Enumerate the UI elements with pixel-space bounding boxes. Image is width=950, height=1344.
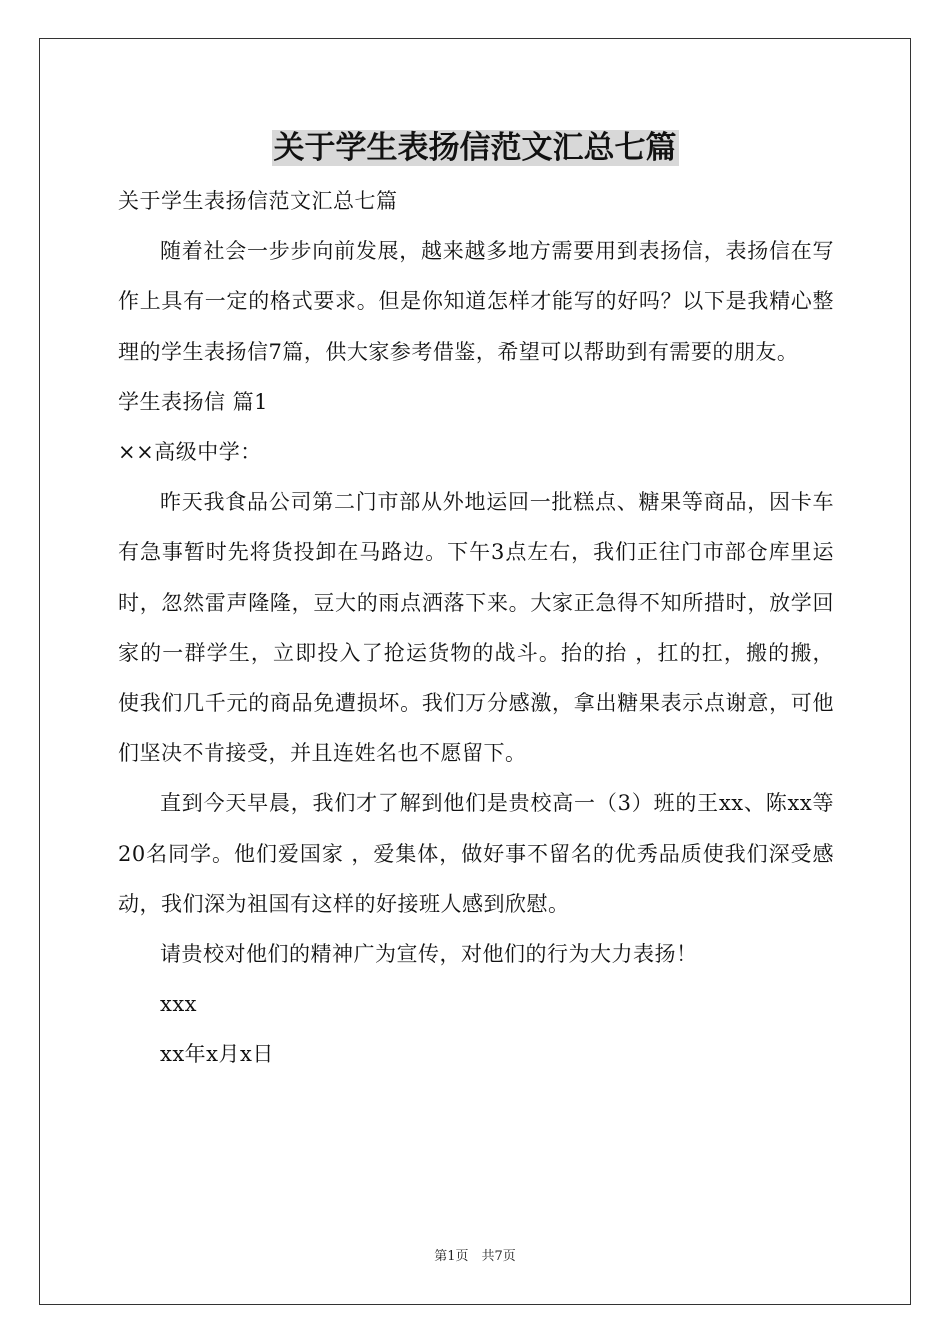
document-title (0, 126, 950, 170)
page-footer (0, 1248, 950, 1266)
document-subtitle: 关于学生表扬信范文汇总七篇 (118, 189, 398, 213)
document-title-text: 关于学生表扬信范文汇总七篇 (273, 130, 677, 166)
intro-paragraph: 随着社会一步步向前发展，越来越多地方需要用到表扬信，表扬信在写作上具有一定的格式要求。但是你知道怎样才能写的好吗？以下是我精心整理的学生表扬信7篇，供大家参考借鉴，希望可以帮助到有需要的朋友。 (118, 239, 834, 364)
letter-paragraph-3: 请贵校对他们的精神广为宣传，对他们的行为大力表扬！ (160, 942, 698, 967)
salutation: ××高级中学： (118, 440, 262, 465)
letter-paragraph-2: 直到今天早晨，我们才了解到他们是贵校高一（3）班的王xx、陈xx等20名同学。他们爱国家 ，爱集体，做好事不留名的优秀品质使我们深受感动，我们深为祖国有这样的好接班人感到欣慰。 (118, 791, 834, 916)
document-body (118, 176, 834, 1080)
letter-paragraph-1: 昨天我食品公司第二门市部从外地运回一批糕点、糖果等商品，因卡车有急事暂时先将货投卸在马路边。下午3点左右，我们正往门市部仓库里运时，忽然雷声隆隆，豆大的雨点洒落下来。大家正急得不知所措时，放学回家的一群学生，立即投入了抢运货物的战斗。抬的抬 ，扛的扛，搬的搬，使我们几千元的商品免遭损坏。我们万分感激，拿出糖果表示点谢意，可他们坚决不肯接受，并且连姓名也不愿留下。 (118, 490, 834, 766)
page-number: 第1页 共7页 (434, 1249, 516, 1264)
letter-date: xx年x月x日 (160, 1042, 274, 1067)
section-heading: 学生表扬信 篇1 (118, 389, 269, 414)
signature: xxx (160, 992, 198, 1017)
